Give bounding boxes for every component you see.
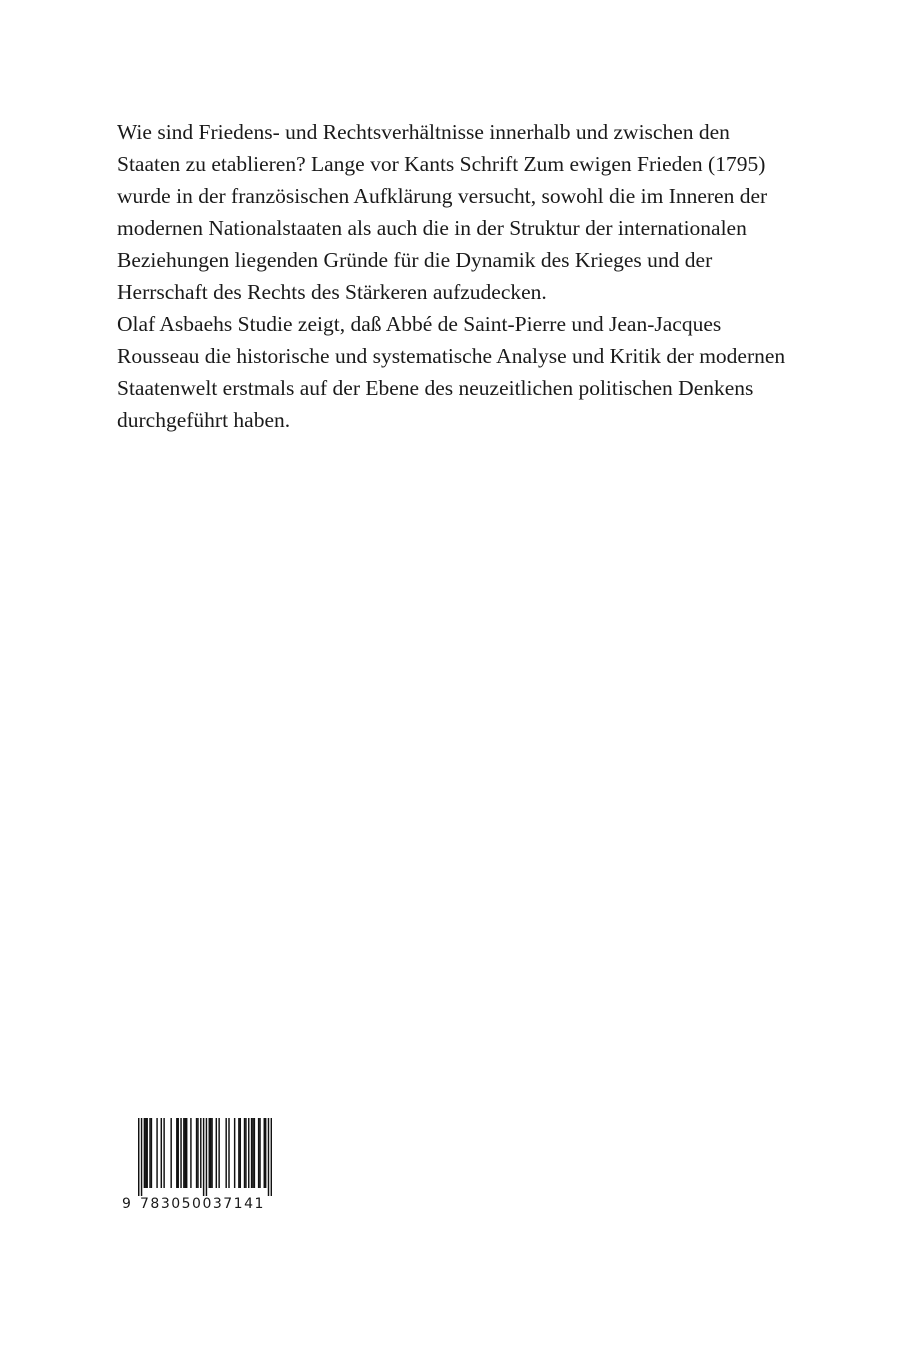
barcode-bar bbox=[206, 1118, 207, 1196]
barcode-bar bbox=[176, 1118, 177, 1188]
barcode-bar bbox=[234, 1118, 235, 1188]
barcode-bar bbox=[151, 1118, 152, 1188]
barcode-bar bbox=[156, 1118, 157, 1188]
blurb-line: wurde in der französischen Aufklärung versucht, sowohl die im Inneren der bbox=[117, 184, 768, 208]
barcode-bar bbox=[238, 1118, 239, 1188]
barcode-bar bbox=[252, 1118, 253, 1188]
barcode-bar bbox=[170, 1118, 171, 1188]
barcode-bar bbox=[244, 1118, 245, 1188]
blurb-line: Olaf Asbaehs Studie zeigt, daß Abbé de Saint-Pierre und Jean-Jacques bbox=[117, 312, 722, 336]
barcode-bar bbox=[203, 1118, 204, 1196]
barcode-bar bbox=[177, 1118, 178, 1188]
blurb-line: Wie sind Friedens- und Rechtsverhältnisse innerhalb und zwischen den bbox=[117, 120, 730, 144]
barcode-bar bbox=[254, 1118, 255, 1188]
barcode-bar bbox=[163, 1118, 164, 1188]
barcode-bar bbox=[264, 1118, 265, 1188]
barcode-bar bbox=[209, 1118, 210, 1188]
back-cover-blurb bbox=[117, 116, 786, 436]
isbn-barcode bbox=[122, 1118, 272, 1214]
barcode-bar bbox=[228, 1118, 229, 1188]
barcode-bar bbox=[258, 1118, 259, 1188]
barcode-bar bbox=[216, 1118, 217, 1188]
barcode-bars bbox=[138, 1118, 272, 1196]
barcode-bar bbox=[210, 1118, 211, 1188]
barcode-bar bbox=[197, 1118, 198, 1188]
barcode-bar bbox=[251, 1118, 252, 1188]
barcode-bar bbox=[248, 1118, 249, 1188]
barcode-bar bbox=[196, 1118, 197, 1188]
barcode-bar bbox=[211, 1118, 212, 1188]
blurb-line: Rousseau die historische und systematische Analyse und Kritik der modernen bbox=[117, 344, 786, 368]
barcode-bar bbox=[146, 1118, 147, 1188]
blurb-line: Herrschaft des Rechts des Stärkeren aufzudecken. bbox=[117, 280, 547, 304]
isbn-digits: 783050037141 bbox=[140, 1196, 265, 1212]
barcode-bar bbox=[186, 1118, 187, 1188]
barcode-bar bbox=[225, 1118, 226, 1188]
barcode-bar bbox=[259, 1118, 260, 1188]
barcode-bar bbox=[185, 1118, 186, 1188]
barcode-bar bbox=[161, 1118, 162, 1188]
barcode-bar bbox=[144, 1118, 145, 1188]
isbn-first-digit: 9 bbox=[122, 1196, 131, 1212]
barcode-bar bbox=[271, 1118, 272, 1196]
barcode-bar bbox=[200, 1118, 201, 1188]
barcode-bar bbox=[268, 1118, 269, 1196]
barcode-bar bbox=[180, 1118, 181, 1188]
barcode-bar bbox=[149, 1118, 150, 1188]
barcode-bar bbox=[240, 1118, 241, 1188]
blurb-line: Staaten zu etablieren? Lange vor Kants Schrift Zum ewigen Frieden (1795) bbox=[117, 152, 766, 176]
barcode-bar bbox=[145, 1118, 146, 1188]
barcode-bar bbox=[141, 1118, 142, 1196]
barcode-bar bbox=[138, 1118, 139, 1196]
barcode-bar bbox=[245, 1118, 246, 1188]
barcode-bar bbox=[265, 1118, 266, 1188]
blurb-line: durchgeführt haben. bbox=[117, 408, 291, 432]
barcode-bar bbox=[183, 1118, 184, 1188]
barcode-bar bbox=[218, 1118, 219, 1188]
blurb-line: modernen Nationalstaaten als auch die in der Struktur der internationalen bbox=[117, 216, 747, 240]
blurb-line: Staatenwelt erstmals auf der Ebene des neuzeitlichen politischen Denkens bbox=[117, 376, 754, 400]
blurb-line: Beziehungen liegenden Gründe für die Dynamik des Krieges und der bbox=[117, 248, 713, 272]
barcode-bar bbox=[190, 1118, 191, 1188]
